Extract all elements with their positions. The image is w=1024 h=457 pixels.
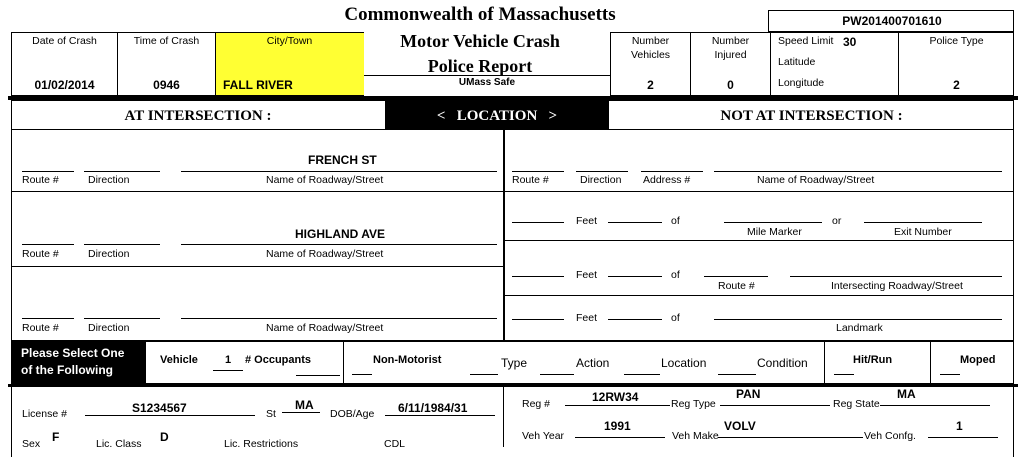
reg-number: 12RW34 xyxy=(592,390,639,404)
lic-class-label: Lic. Class xyxy=(96,438,142,450)
lic-class: D xyxy=(160,430,169,444)
direction-label: Direction xyxy=(88,248,130,260)
hit-run-label[interactable]: Hit/Run xyxy=(853,354,893,366)
state-label: St xyxy=(266,408,276,420)
feet-label: Feet xyxy=(576,215,598,227)
location-field-label: Location xyxy=(661,356,707,370)
injured-label-2: Injured xyxy=(714,49,747,61)
feet-label: Feet xyxy=(576,312,598,324)
vehicles-label: Number xyxy=(631,35,670,47)
roadway-label-right: Name of Roadway/Street xyxy=(757,174,875,186)
action-label: Action xyxy=(576,356,610,370)
non-motorist-label[interactable]: Non-Motorist xyxy=(373,354,442,366)
reg-type-label: Reg Type xyxy=(671,398,716,410)
street-1: FRENCH ST xyxy=(308,153,377,167)
location-section xyxy=(11,100,1014,341)
license-state: MA xyxy=(295,398,314,412)
or-label: or xyxy=(832,215,842,227)
reg-type: PAN xyxy=(736,387,761,401)
roadway-label: Name of Roadway/Street xyxy=(266,322,384,334)
cdl-label: CDL xyxy=(384,438,406,450)
reg-state-label: Reg State xyxy=(833,398,880,410)
veh-make: VOLV xyxy=(724,419,756,433)
condition-label: Condition xyxy=(757,356,808,370)
veh-year-label: Veh Year xyxy=(522,430,565,442)
reg-state: MA xyxy=(897,387,916,401)
route-label: Route # xyxy=(22,174,59,186)
vehicles-label-2: Vehicles xyxy=(630,49,671,61)
mile-marker-label: Mile Marker xyxy=(747,226,802,238)
veh-config: 1 xyxy=(956,419,963,433)
speed-limit: 30 xyxy=(843,35,857,49)
landmark-label: Landmark xyxy=(836,322,883,334)
intersecting-label: Intersecting Roadway/Street xyxy=(831,280,963,292)
agency-name: UMass Safe xyxy=(458,77,516,88)
route-label: Route # xyxy=(22,248,59,260)
type-label: Type xyxy=(501,356,528,370)
header-subtitle: Motor Vehicle Crash xyxy=(400,31,560,51)
latitude-label: Latitude xyxy=(778,56,816,68)
route-label: Route # xyxy=(22,322,59,334)
direction-label-right: Direction xyxy=(580,174,622,186)
vehicle-number[interactable]: 1 xyxy=(224,354,232,366)
of-label: of xyxy=(671,215,680,227)
route-label-right: Route # xyxy=(512,174,549,186)
location-banner xyxy=(385,100,609,129)
city-value: FALL RIVER xyxy=(223,78,293,92)
report-number-box xyxy=(768,10,1014,32)
number-vehicles: 2 xyxy=(647,78,654,92)
route-label-2: Route # xyxy=(718,280,755,292)
police-type: 2 xyxy=(953,78,960,92)
location-label: < LOCATION > xyxy=(436,108,558,124)
direction-label: Direction xyxy=(88,322,130,334)
feet-label: Feet xyxy=(576,269,598,281)
dob-age: 6/11/1984/31 xyxy=(398,401,468,415)
direction-label: Direction xyxy=(88,174,130,186)
city-label: City/Town xyxy=(266,35,313,47)
of-label: of xyxy=(671,269,680,281)
longitude-label: Longitude xyxy=(778,77,825,89)
license-number: S1234567 xyxy=(132,401,187,415)
dob-label: DOB/Age xyxy=(330,408,375,420)
veh-make-label: Veh Make xyxy=(672,430,719,442)
please-select-box xyxy=(11,341,146,384)
header-subtitle-2: Police Report xyxy=(427,56,533,76)
street-2: HIGHLAND AVE xyxy=(295,227,385,241)
speed-limit-label: Speed Limit xyxy=(778,35,834,47)
moped-label[interactable]: Moped xyxy=(960,354,996,366)
roadway-label: Name of Roadway/Street xyxy=(266,248,384,260)
crash-date: 01/02/2014 xyxy=(34,78,95,92)
not-at-intersection-heading: NOT AT INTERSECTION : xyxy=(720,108,903,124)
sex-label: Sex xyxy=(22,438,41,450)
at-intersection-heading: AT INTERSECTION : xyxy=(124,108,272,124)
veh-year: 1991 xyxy=(604,419,631,433)
police-type-label: Police Type xyxy=(929,35,984,47)
reg-label: Reg # xyxy=(522,398,551,410)
of-label: of xyxy=(671,312,680,324)
lic-restrictions-label: Lic. Restrictions xyxy=(224,438,299,450)
date-label: Date of Crash xyxy=(32,35,97,47)
crash-time: 0946 xyxy=(153,78,180,92)
please-select-text: Please Select One of the Following xyxy=(21,346,125,377)
report-number: PW201400701610 xyxy=(842,14,942,28)
license-label: License # xyxy=(22,408,67,420)
number-injured: 0 xyxy=(727,78,734,92)
vehicle-label[interactable]: Vehicle xyxy=(160,354,198,366)
veh-config-label: Veh Confg. xyxy=(864,430,916,442)
time-label: Time of Crash xyxy=(133,35,200,47)
header-title: Commonwealth of Massachusetts xyxy=(344,4,616,25)
exit-number-label: Exit Number xyxy=(894,226,952,238)
address-label: Address # xyxy=(643,174,691,186)
roadway-label: Name of Roadway/Street xyxy=(266,174,384,186)
sex: F xyxy=(52,430,60,444)
injured-label: Number xyxy=(711,35,750,47)
occupants-label: # Occupants xyxy=(245,354,312,366)
